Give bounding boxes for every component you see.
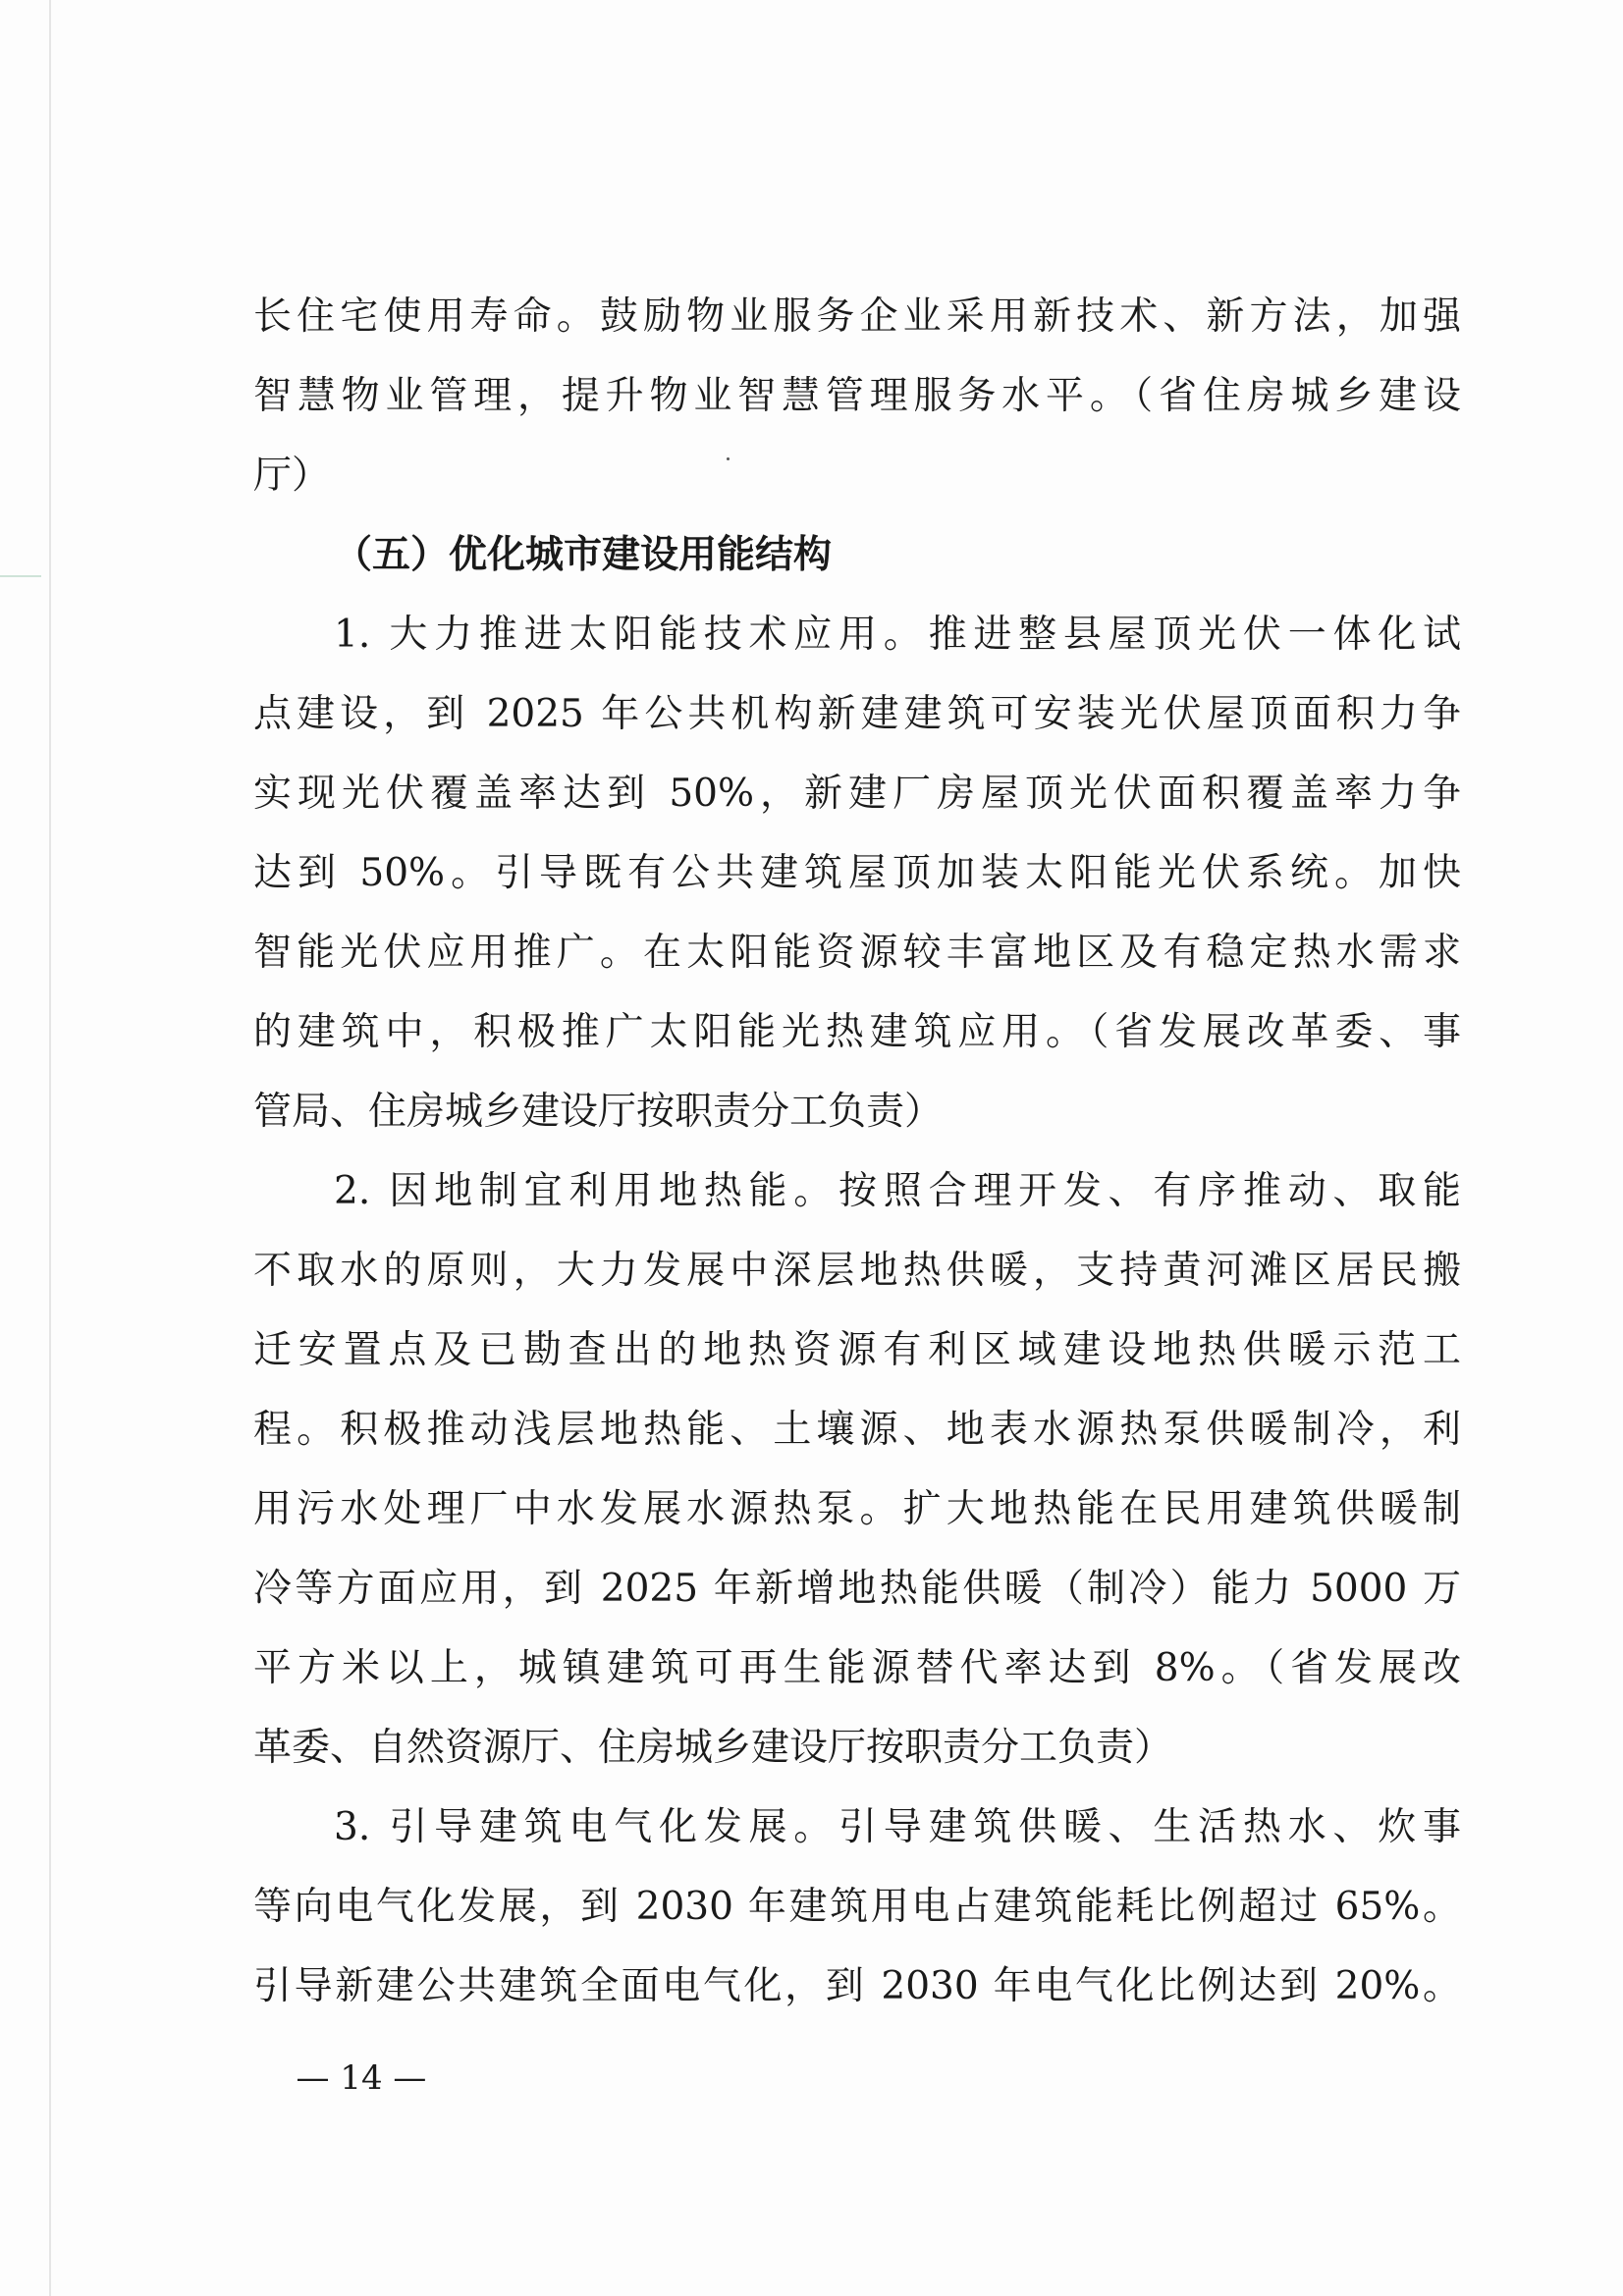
text-line: 等向电气化发展，到 2030 年建筑用电占建筑能耗比例超过 65%。 [253,1885,1461,1929]
text-line: 智慧物业管理，提升物业智慧管理服务水平。（省住房城乡建设 [253,374,1461,418]
text-line: 实现光伏覆盖率达到 50%，新建厂房屋顶光伏面积覆盖率力争 [253,772,1461,816]
document-body [253,277,1461,2026]
text-line: 1. 大力推进太阳能技术应用。推进整县屋顶光伏一体化试 [334,613,1461,657]
text-line: 平方米以上，城镇建筑可再生能源替代率达到 8%。（省发展改 [253,1646,1461,1690]
text-line: 厅） [253,454,331,498]
page-number: — 14 — [296,2058,427,2098]
text-line: 程。积极推动浅层地热能、土壤源、地表水源热泵供暖制冷，利 [253,1408,1461,1452]
text-line: 革委、自然资源厅、住房城乡建设厅按职责分工负责） [253,1726,1173,1770]
text-line: 长住宅使用寿命。鼓励物业服务企业采用新技术、新方法，加强 [253,294,1461,339]
text-line: 迁安置点及已勘查出的地热资源有利区域建设地热供暖示范工 [253,1328,1461,1372]
text-line: 管局、住房城乡建设厅按职责分工负责） [253,1090,944,1134]
text-line: 引导新建公共建筑全面电气化，到 2030 年电气化比例达到 20%。 [253,1964,1461,2008]
text-line: 3. 引导建筑电气化发展。引导建筑供暖、生活热水、炊事 [334,1805,1461,1849]
section-heading: （五）优化城市建设用能结构 [334,532,833,577]
text-line: 达到 50%。引导既有公共建筑屋顶加装太阳能光伏系统。加快 [253,851,1461,895]
text-line: 用污水处理厂中水发展水源热泵。扩大地热能在民用建筑供暖制 [253,1487,1461,1531]
text-line: 2. 因地制宜利用地热能。按照合理开发、有序推动、取能 [334,1169,1461,1213]
page-edge-shadow [49,0,51,2296]
text-line: 的建筑中，积极推广太阳能光热建筑应用。（省发展改革委、事 [253,1010,1461,1054]
text-line: 冷等方面应用，到 2025 年新增地热能供暖（制冷）能力 5000 万 [253,1567,1461,1611]
scan-mark [0,575,41,577]
text-line: 不取水的原则，大力发展中深层地热供暖，支持黄河滩区居民搬 [253,1249,1461,1293]
text-line: 点建设，到 2025 年公共机构新建建筑可安装光伏屋顶面积力争 [253,692,1461,736]
text-line: 智能光伏应用推广。在太阳能资源较丰富地区及有稳定热水需求 [253,931,1461,975]
